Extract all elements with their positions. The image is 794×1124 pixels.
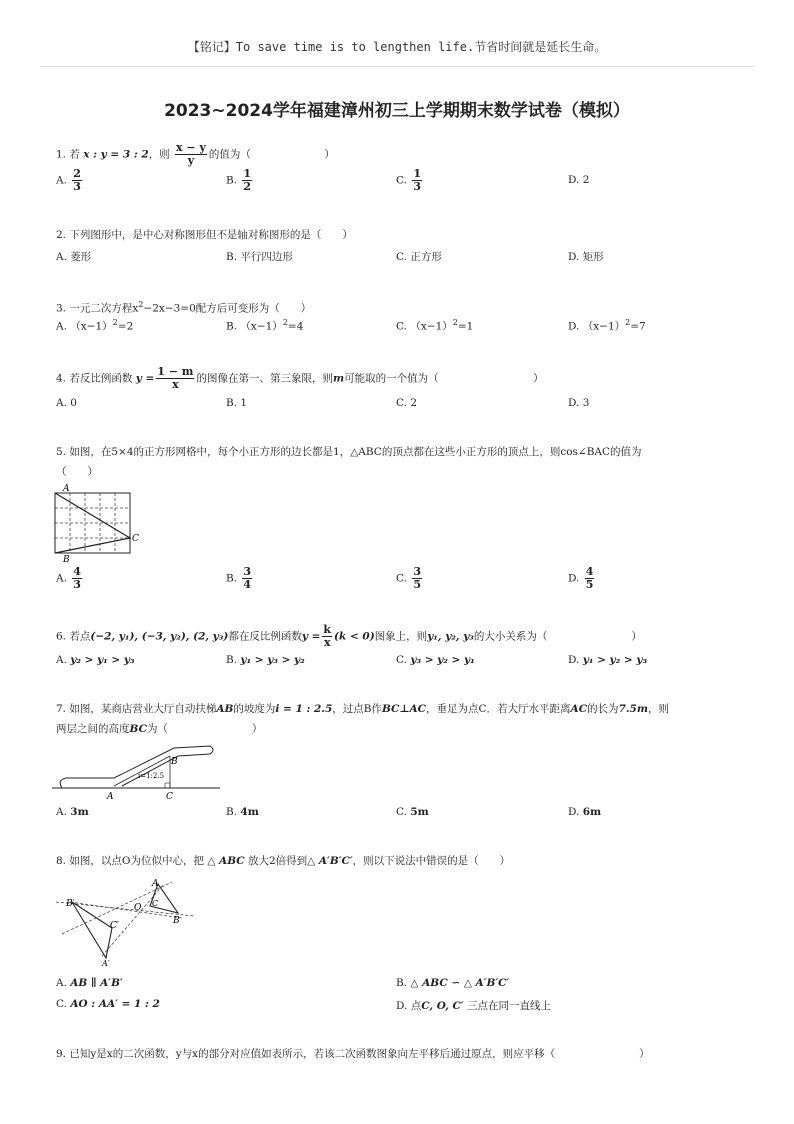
question-9-stem: 已知y是x的二次函数，y与x的部分对应值如表所示，若该二次函数图象向左平移后通过原点，则应平移（ ） bbox=[69, 1048, 650, 1060]
question-5-blank: （ ） bbox=[56, 466, 98, 478]
option-5c[interactable]: C. $\frac{3}{5}$ bbox=[396, 565, 421, 591]
option-1a[interactable]: A. $\frac{2}{3}$ bbox=[56, 167, 81, 193]
option-2a[interactable]: A. 菱形 bbox=[56, 251, 92, 263]
option-1b[interactable]: B. $\frac{1}{2}$ bbox=[226, 167, 252, 193]
option-8c[interactable]: C. AO : AA′ = 1 : 2 bbox=[56, 998, 160, 1010]
option-2c[interactable]: C. 正方形 bbox=[396, 251, 442, 263]
page-title: 2023~2024学年福建漳州初三上学期期末数学试卷（模拟） bbox=[164, 101, 630, 121]
label-b: B bbox=[63, 555, 70, 564]
question-2: 2. 下列图形中，是中心对称图形但不是轴对称图形的是（ ） bbox=[56, 229, 353, 241]
option-8d[interactable]: D. 点C, O, C′ 三点在同一直线上 bbox=[396, 1000, 552, 1012]
question-7-stem-2: 两层之间的高度BC为（ ） bbox=[56, 723, 263, 735]
escalator-figure bbox=[52, 742, 224, 802]
question-2-stem: 下列图形中，是中心对称图形但不是轴对称图形的是（ ） bbox=[69, 229, 353, 241]
label-c-prime: C′ bbox=[110, 921, 119, 931]
similarity-figure bbox=[52, 876, 202, 968]
option-8a[interactable]: A. AB ∥ A′B′ bbox=[56, 977, 123, 989]
option-3d[interactable]: D. $(x-1)^2=7$ bbox=[568, 318, 646, 333]
option-4b[interactable]: B. 1 bbox=[226, 397, 248, 409]
label-c: C bbox=[166, 792, 173, 802]
label-o: O bbox=[134, 903, 142, 913]
option-3b[interactable]: B. $(x-1)^2=4$ bbox=[226, 318, 304, 333]
option-7c[interactable]: C. 5m bbox=[396, 806, 429, 818]
question-7-stem: 7. 如图，某商店营业大厅自动扶梯AB的坡度为i = 1 : 2.5，过点B作BC⊥AC，垂足为点C．若大厅水平距离AC的长为7.5m，则 bbox=[56, 703, 669, 715]
option-5b[interactable]: B. $\frac{3}{4}$ bbox=[226, 565, 252, 591]
option-1c[interactable]: C. $\frac{1}{3}$ bbox=[396, 167, 421, 193]
option-5d[interactable]: D. $\frac{4}{5}$ bbox=[568, 565, 594, 591]
option-1d[interactable]: D. 2 bbox=[568, 174, 590, 186]
option-2b[interactable]: B. 平行四边形 bbox=[226, 251, 293, 263]
question-5-stem: 5. 如图，在5×4的正方形网格中，每个小正方形的边长都是1，△ABC的顶点都在这些小正方形的顶点上，则cos∠BAC的值为 bbox=[56, 446, 642, 458]
question-6-stem: 6. 若点(−2, y₁), (−3, y₂), (2, y₃)都在反比例函数y = $\frac{k}{x}$ (k < 0)图象上，则y₁, y₂, y₃的大小关系为（ ） bbox=[56, 623, 642, 649]
option-8b[interactable]: B. △ ABC ∽ △ A′B′C′ bbox=[396, 977, 510, 989]
option-7b[interactable]: B. 4m bbox=[226, 806, 259, 818]
label-b-prime: B′ bbox=[66, 899, 75, 909]
header-divider bbox=[40, 66, 754, 67]
question-4-stem: 4. 若反比例函数 y = $\frac{1 - m}{x}$ 的图像在第一、第三象限，则m可能取的一个值为（ ） bbox=[56, 365, 544, 391]
label-a: A bbox=[63, 484, 70, 494]
question-4 bbox=[56, 366, 746, 391]
question-3-stem: 3. 一元二次方程$x^2-2x-3=0$配方后可变形为（ ） bbox=[56, 300, 312, 315]
question-9: 9. 已知y是x的二次函数，y与x的部分对应值如表所示，若该二次函数图象向左平移后通过原点，则应平移（ ） bbox=[56, 1048, 650, 1060]
option-6b[interactable]: B. y₁ > y₃ > y₂ bbox=[226, 654, 305, 666]
option-3a[interactable]: A. $(x-1)^2=2$ bbox=[56, 318, 134, 333]
question-8-stem: 8. 如图，以点O为位似中心，把 △ ABC 放大2倍得到△ A′B′C′，则以下说法中错误的是（ ） bbox=[56, 855, 511, 867]
option-5a[interactable]: A. $\frac{4}{3}$ bbox=[56, 565, 81, 591]
question-1 bbox=[56, 142, 746, 167]
option-3c[interactable]: C. $(x-1)^2=1$ bbox=[396, 318, 474, 333]
question-8 bbox=[56, 854, 746, 868]
option-6a[interactable]: A. y₂ > y₁ > y₃ bbox=[56, 654, 135, 666]
option-7d[interactable]: D. 6m bbox=[568, 806, 602, 818]
option-7a[interactable]: A. 3m bbox=[56, 806, 89, 818]
label-c: C bbox=[152, 899, 159, 908]
option-4d[interactable]: D. 3 bbox=[568, 397, 590, 409]
question-3 bbox=[56, 298, 746, 316]
question-7 bbox=[56, 702, 746, 736]
question-5 bbox=[56, 445, 746, 479]
question-6 bbox=[56, 624, 746, 649]
label-a-prime: A′ bbox=[102, 959, 110, 968]
question-1-stem: 1. 若 x : y = 3 : 2，则 $\frac{x - y}{y}$ 的值为（ ） bbox=[56, 141, 335, 167]
header-motto: 【铭记】To save time is to lengthen life.节省时间就是延长生命。 bbox=[187, 40, 607, 54]
option-2d[interactable]: D. 矩形 bbox=[568, 251, 604, 263]
label-c: C bbox=[132, 534, 139, 544]
slope-label: i=1:2.5 bbox=[138, 772, 165, 780]
fraction: $\frac{x - y}{y}$ bbox=[176, 141, 206, 167]
option-4c[interactable]: C. 2 bbox=[396, 397, 418, 409]
option-6d[interactable]: D. y₁ > y₂ > y₃ bbox=[568, 654, 648, 666]
grid-figure bbox=[50, 482, 145, 564]
option-6c[interactable]: C. y₃ > y₂ > y₁ bbox=[396, 654, 475, 666]
label-a: A bbox=[152, 879, 159, 889]
label-b: B bbox=[173, 916, 180, 926]
option-4a[interactable]: A. 0 bbox=[56, 397, 77, 409]
label-a: A bbox=[107, 792, 114, 802]
label-b: B bbox=[171, 757, 178, 767]
